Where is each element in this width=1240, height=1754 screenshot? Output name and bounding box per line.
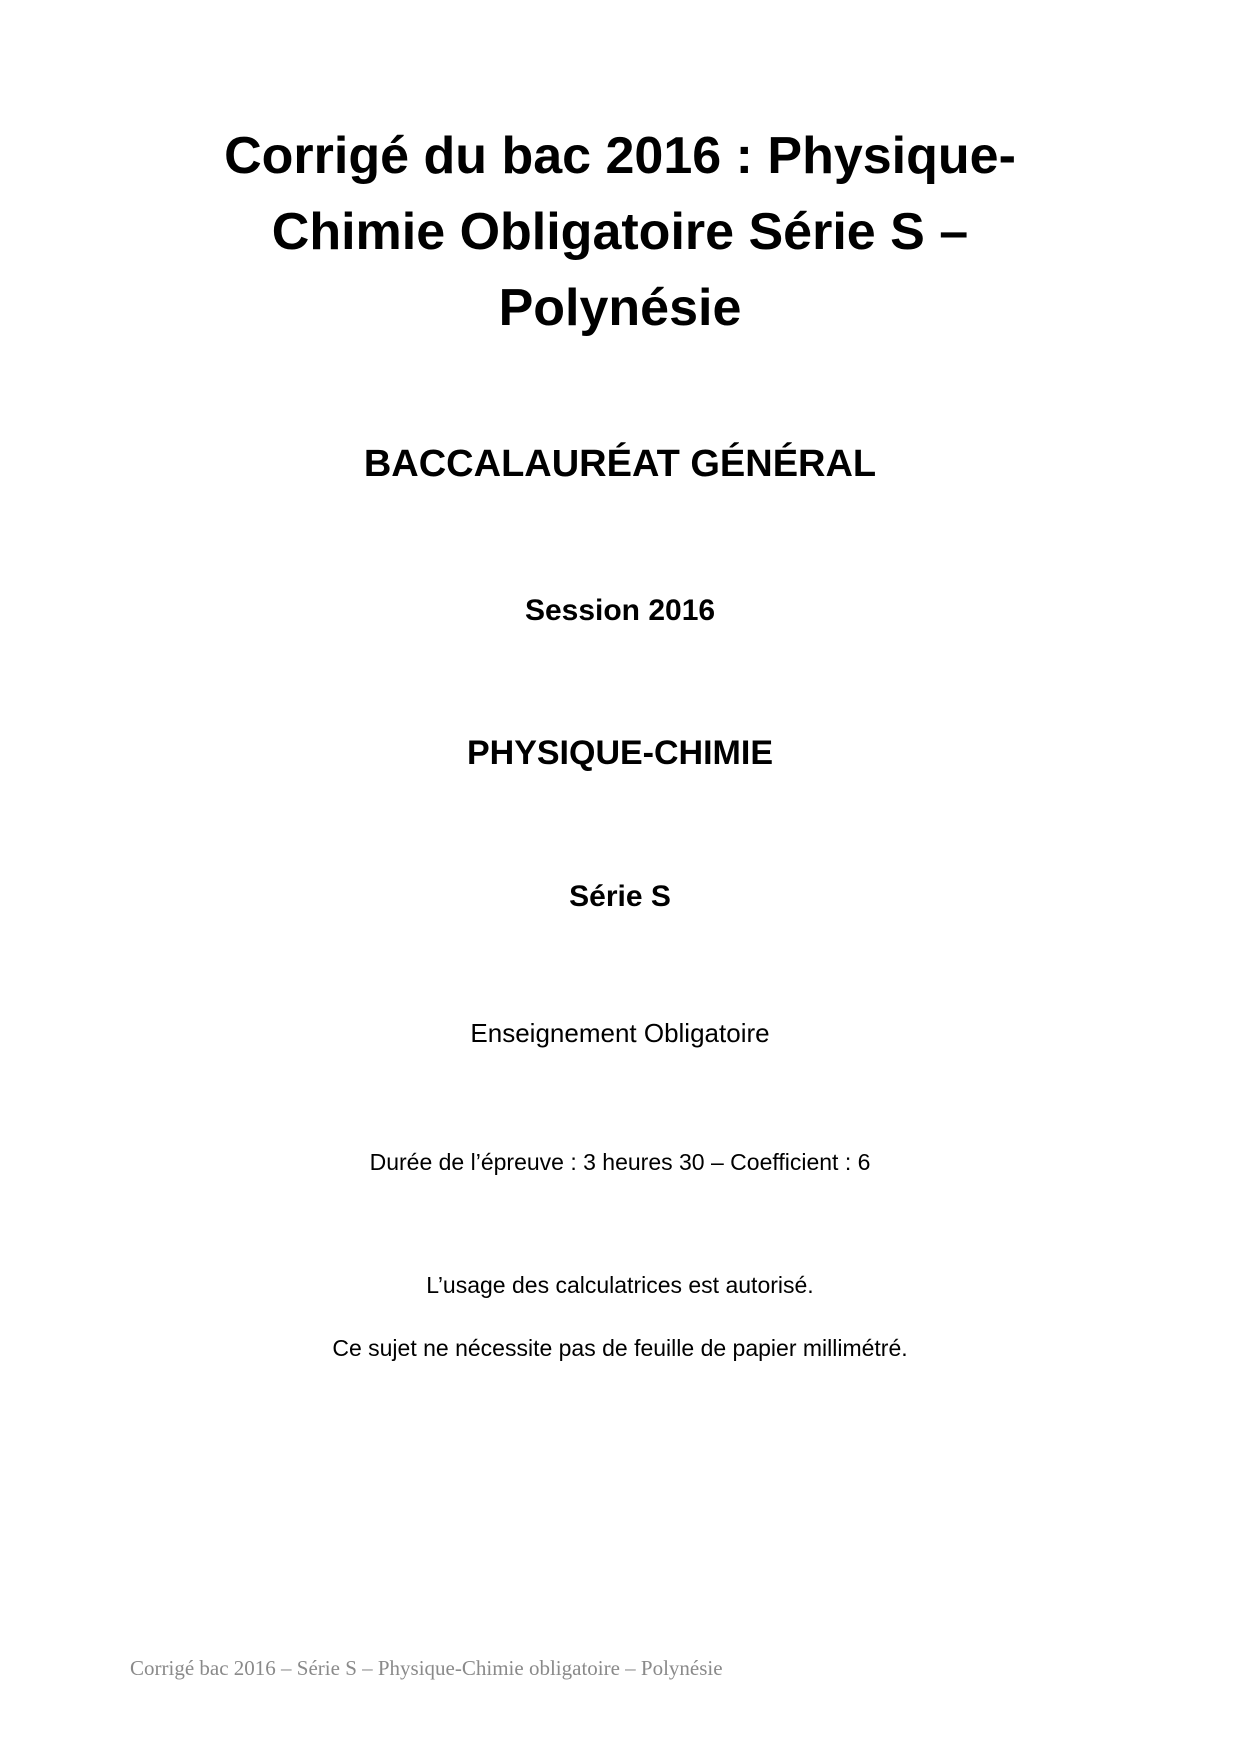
serie-heading: Série S [569,880,671,913]
title-line-2: Chimie Obligatoire Série S – [271,203,969,261]
subject-heading: PHYSIQUE-CHIMIE [466,734,774,772]
title-line-1: Corrigé du bac 2016 : Physique- [224,127,1016,185]
duration-coefficient-text: Durée de l’épreuve : 3 heures 30 – Coefficient : 6 [369,1149,871,1175]
document-title [130,118,1110,346]
calculator-notice: L’usage des calculatrices est autorisé. [426,1272,814,1298]
exam-name-heading: BACCALAURÉAT GÉNÉRAL [363,443,877,485]
title-line-3: Polynésie [498,279,742,337]
enseignement-text: Enseignement Obligatoire [470,1018,770,1048]
session-heading: Session 2016 [524,594,716,627]
graph-paper-notice: Ce sujet ne nécessite pas de feuille de papier millimétré. [332,1335,908,1361]
page-footer: Corrigé bac 2016 – Série S – Physique-Chimie obligatoire – Polynésie [130,1656,723,1680]
